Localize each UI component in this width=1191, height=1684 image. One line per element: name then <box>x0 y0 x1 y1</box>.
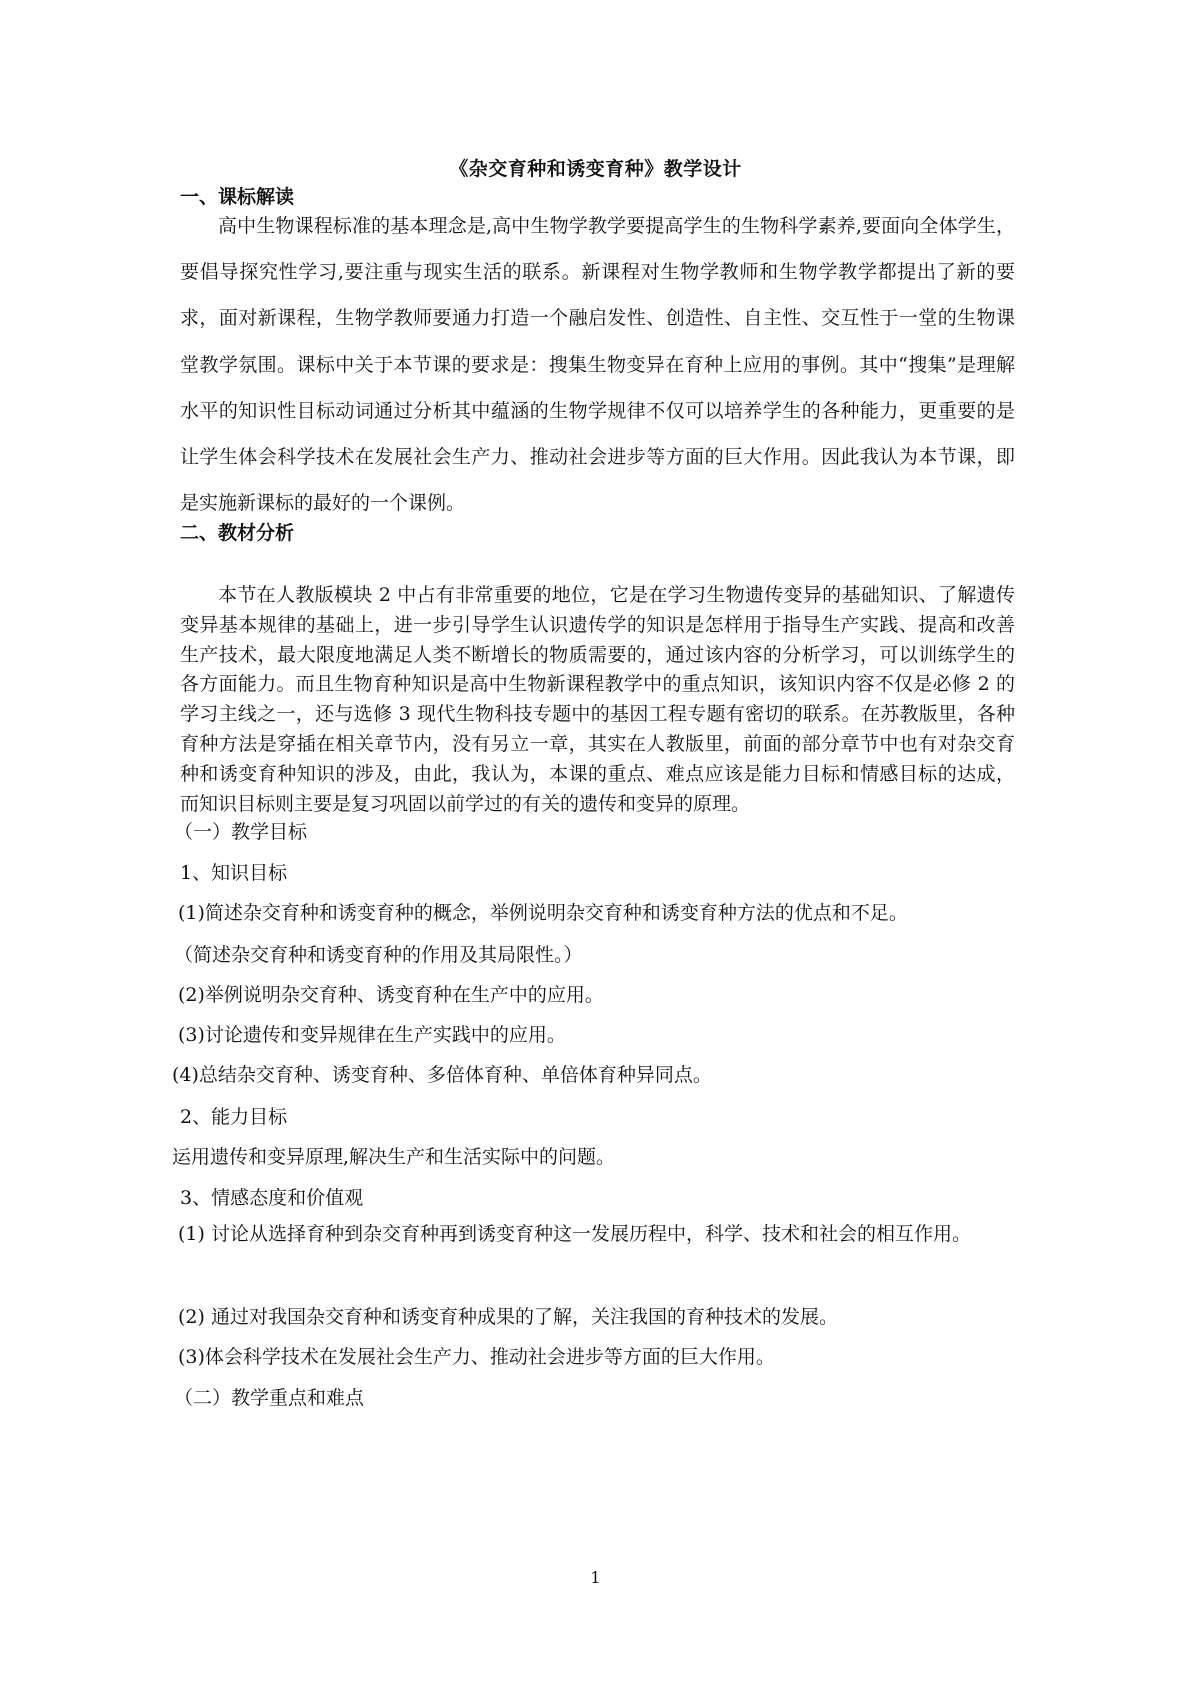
knowledge-goal-item-4: (4)总结杂交育种、诱变育种、多倍体育种、单倍体育种异同点。 <box>172 1064 712 1086</box>
section-heading-curriculum: 一、课标解读 <box>180 186 295 208</box>
knowledge-goal-item-3: (3)讨论遗传和变异规律在生产实践中的应用。 <box>178 1024 566 1046</box>
attitude-goal-item-2: (2) 通过对我国杂交育种和诱变育种成果的了解，关注我国的育种技术的发展。 <box>178 1306 838 1328</box>
subheading-ability-goals: 2、能力目标 <box>180 1106 288 1128</box>
knowledge-goal-item-1: (1)简述杂交育种和诱变育种的概念，举例说明杂交育种和诱变育种方法的优点和不足。 <box>178 902 908 924</box>
document-title: 《杂交育种和诱变育种》教学设计 <box>449 158 742 180</box>
paragraph-textbook-text: 本节在人教版模块 2 中占有非常重要的地位，它是在学习生物遗传变异的基础知识、了解遗传变异基本规律的基础上，进一步引导学生认识遗传学的知识是怎样用于指导生产实践、提高和改善生产技术，最大限度地满足人类不断增长的物质需要的，通过该内容的分析学习，可以训练学生的各方面能力。而且生物育种知识是高中生物新课程教学中的重点知识，该知识内容不仅是必修 2 的学习主线之一，还与选修 3 现代生物科技专题中的基因工程专题有密切的联系。在苏教版里，各种育种方法是穿插在相关章节内，没有另立一章，其实在人教版里，前面的部分章节中也有对杂交育种和诱变育种知识的涉及，由此，我认为，本课的重点、难点应该是能力目标和情感目标的达成，而知识目标则主要是复习巩固以前学过的有关的遗传和变异的原理。 <box>180 584 1015 815</box>
attitude-goal-item-1: (1) 讨论从选择育种到杂交育种再到诱变育种这一发展历程中，科学、技术和社会的相互作用。 <box>178 1223 971 1245</box>
paragraph-textbook <box>180 581 1015 819</box>
paragraph-curriculum <box>180 203 1015 526</box>
subheading-knowledge-goals: 1、知识目标 <box>180 862 288 884</box>
subheading-key-points: （二）教学重点和难点 <box>174 1387 365 1409</box>
paragraph-curriculum-text: 高中生物课程标准的基本理念是,高中生物学教学要提高学生的生物科学素养,要面向全体学生，要倡导探究性学习,要注重与现实生活的联系。新课程对生物学教师和生物学教学都提出了新的要求，面对新课程，生物学教师要通力打造一个融启发性、创造性、自主性、交互性于一堂的生物课堂教学氛围。课标中关于本节课的要求是：搜集生物变异在育种上应用的事例。其中“搜集”是理解水平的知识性目标动词通过分析其中蕴涵的生物学规律不仅可以培养学生的各种能力，更重要的是让学生体会科学技术在发展社会生产力、推动社会进步等方面的巨大作用。因此我认为本节课，即是实施新课标的最好的一个课例。 <box>180 215 1015 515</box>
knowledge-goal-note: （简述杂交育种和诱变育种的作用及其局限性。） <box>174 944 583 966</box>
attitude-goal-item-3: (3)体会科学技术在发展社会生产力、推动社会进步等方面的巨大作用。 <box>178 1346 775 1368</box>
ability-goal-item-1: 运用遗传和变异原理,解决生产和生活实际中的问题。 <box>172 1146 616 1168</box>
knowledge-goal-item-2: (2)举例说明杂交育种、诱变育种在生产中的应用。 <box>178 984 604 1006</box>
section-heading-textbook: 二、教材分析 <box>180 522 295 544</box>
subheading-attitude-goals: 3、情感态度和价值观 <box>180 1187 364 1209</box>
page-number: 1 <box>590 1568 601 1587</box>
subheading-teaching-goals: （一）教学目标 <box>174 821 308 843</box>
